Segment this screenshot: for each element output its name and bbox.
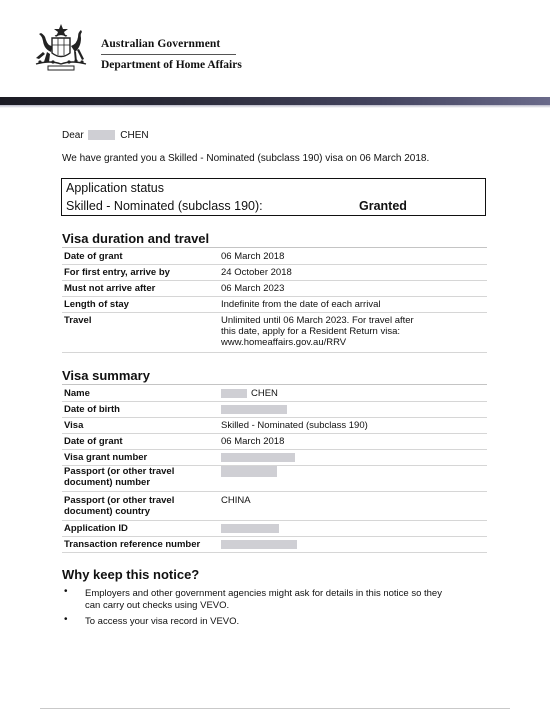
- table-row: [62, 404, 487, 418]
- table-row: [62, 495, 487, 521]
- application-status-value: Granted: [359, 199, 407, 213]
- row-label: For first entry, arrive by: [64, 267, 170, 278]
- row-label: Transaction reference number: [64, 539, 201, 550]
- list-item: [85, 616, 239, 628]
- bullet-line: can carry out checks using VEVO.: [85, 600, 230, 611]
- rrv-link[interactable]: www.homeaffairs.gov.au/RRV: [221, 337, 347, 348]
- row-value: [221, 315, 414, 348]
- label-line: Passport (or other travel: [64, 466, 175, 477]
- header-band-shadow: [0, 105, 550, 108]
- salutation-word: Dear: [62, 130, 84, 141]
- bullet-glyph: •: [64, 614, 68, 625]
- summary-surname: CHEN: [251, 388, 278, 399]
- duration-heading-rule: [62, 247, 487, 248]
- label-line: document) number: [64, 477, 151, 488]
- list-item: [85, 588, 442, 612]
- travel-line: this date, apply for a Resident Return visa:: [221, 326, 401, 337]
- table-row: [62, 436, 487, 450]
- table-row: [62, 523, 487, 537]
- row-value: [221, 452, 295, 463]
- redacted-date-of-birth: [221, 405, 287, 414]
- salutation-surname: CHEN: [120, 130, 149, 141]
- row-label: Date of birth: [64, 404, 120, 415]
- application-status-label: Skilled - Nominated (subclass 190):: [66, 199, 263, 213]
- table-row: [62, 466, 487, 492]
- government-name: Australian Government: [101, 38, 221, 50]
- row-value: 24 October 2018: [221, 267, 292, 278]
- row-value: [221, 523, 279, 534]
- row-value: [221, 388, 278, 399]
- table-row: [62, 251, 487, 265]
- row-value: CHINA: [221, 495, 251, 506]
- row-value: 06 March 2023: [221, 283, 285, 294]
- salutation: [62, 130, 149, 141]
- redacted-visa-grant-number: [221, 453, 295, 462]
- table-row: [62, 452, 487, 466]
- header-band: [0, 97, 550, 105]
- redacted-given-name: [88, 130, 115, 140]
- application-status-box: [61, 178, 486, 216]
- redacted-given-name: [221, 389, 247, 398]
- table-row: [62, 539, 487, 553]
- row-value: [221, 466, 277, 477]
- row-label: Visa grant number: [64, 452, 148, 463]
- bullet-glyph: •: [64, 586, 68, 597]
- footer-divider: [40, 708, 510, 709]
- summary-heading-rule: [62, 384, 487, 385]
- row-label: Application ID: [64, 523, 128, 534]
- row-label: Must not arrive after: [64, 283, 156, 294]
- table-row: [62, 315, 487, 353]
- redacted-transaction-reference: [221, 540, 297, 549]
- row-label: [64, 495, 174, 517]
- row-label: Date of grant: [64, 436, 123, 447]
- summary-heading: Visa summary: [62, 368, 150, 383]
- bullet-line: To access your visa record in VEVO.: [85, 616, 240, 627]
- table-row: [62, 283, 487, 297]
- bullet-line: Employers and other government agencies might ask for details in this notice so they: [85, 588, 442, 599]
- row-value: [221, 539, 297, 550]
- row-label: [64, 466, 174, 488]
- redacted-passport-number: [221, 466, 277, 477]
- table-row: [62, 299, 487, 313]
- row-value: Skilled - Nominated (subclass 190): [221, 420, 368, 431]
- redacted-application-id: [221, 524, 279, 533]
- table-row: [62, 420, 487, 434]
- label-line: Passport (or other travel: [64, 495, 175, 506]
- row-value: 06 March 2018: [221, 251, 285, 262]
- row-value: [221, 404, 287, 415]
- table-row: [62, 267, 487, 281]
- application-status-title: Application status: [66, 181, 164, 195]
- table-row: [62, 388, 487, 402]
- duration-heading: Visa duration and travel: [62, 231, 210, 246]
- row-value: Indefinite from the date of each arrival: [221, 299, 381, 310]
- department-name: Department of Home Affairs: [101, 59, 242, 71]
- header-divider: [101, 54, 236, 55]
- row-value: 06 March 2018: [221, 436, 285, 447]
- row-label: Length of stay: [64, 299, 129, 310]
- row-label: Travel: [64, 315, 92, 326]
- why-heading: Why keep this notice?: [62, 567, 200, 582]
- label-line: document) country: [64, 506, 151, 517]
- row-label: Name: [64, 388, 90, 399]
- coat-of-arms-icon: [30, 22, 92, 72]
- row-label: Date of grant: [64, 251, 123, 262]
- grant-intro: We have granted you a Skilled - Nominated (subclass 190) visa on 06 March 2018.: [62, 153, 430, 164]
- travel-line: Unlimited until 06 March 2023. For travel after: [221, 315, 414, 326]
- row-label: Visa: [64, 420, 84, 431]
